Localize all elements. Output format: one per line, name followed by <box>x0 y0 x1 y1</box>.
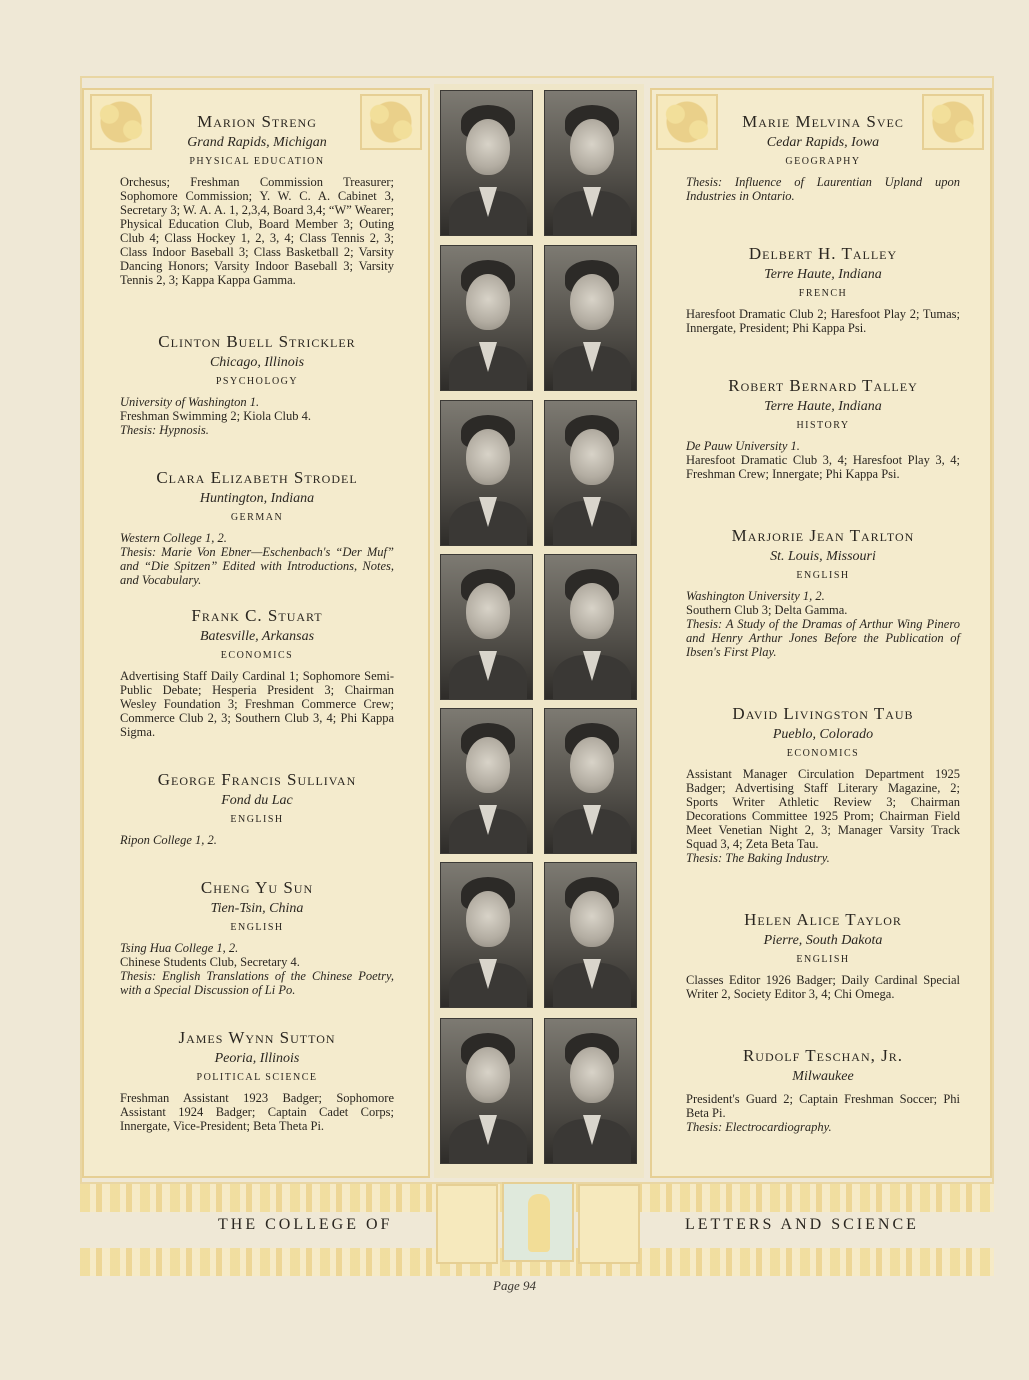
student-name: Cheng Yu Sun <box>200 878 314 897</box>
footer-title-left: THE COLLEGE OF <box>218 1216 393 1233</box>
student-department: ENGLISH <box>230 922 284 933</box>
student-department: ECONOMICS <box>786 748 860 759</box>
student-hometown: Cedar Rapids, Iowa <box>766 135 880 150</box>
student-hometown: Pierre, South Dakota <box>763 933 883 948</box>
portrait-robert-talley <box>544 400 637 546</box>
student-activities: President's Guard 2; Captain Freshman Soccer; Phi Beta Pi. <box>686 1092 960 1120</box>
portrait-delbert-talley <box>544 245 637 391</box>
student-hometown: Fond du Lac <box>221 793 293 808</box>
portrait-clinton-strickler <box>440 245 533 391</box>
student-department: ENGLISH <box>796 570 850 581</box>
student-department: ECONOMICS <box>220 650 294 661</box>
entry-marjorie-tarlton <box>686 526 960 659</box>
student-thesis: Thesis: Hypnosis. <box>120 423 209 437</box>
student-activities: Classes Editor 1926 Badger; Daily Cardinal Special Writer 2, Society Editor 3, 4; Chi Omega. <box>686 973 960 1001</box>
student-prior-college: University of Washington 1. <box>120 395 260 409</box>
student-department: PSYCHOLOGY <box>215 376 299 387</box>
student-name: Clinton Buell Strickler <box>158 332 356 351</box>
student-hometown: Milwaukee <box>792 1069 854 1084</box>
portrait-david-taub <box>544 708 637 854</box>
portrait-frank-stuart <box>440 554 533 700</box>
portrait-helen-taylor <box>544 862 637 1008</box>
entry-helen-taylor <box>686 910 960 1001</box>
entry-james-sutton <box>120 1028 394 1133</box>
student-hometown: Terre Haute, Indiana <box>764 267 882 282</box>
portrait-rudolf-teschan <box>544 1018 637 1164</box>
student-name: Clara Elizabeth Strodel <box>156 468 358 487</box>
student-name: Frank C. Stuart <box>191 606 323 625</box>
entry-delbert-talley <box>686 244 960 335</box>
student-prior-college: Washington University 1, 2. <box>686 589 825 603</box>
page-number: Page 94 <box>493 1278 536 1293</box>
student-department: ENGLISH <box>230 814 284 825</box>
student-activities: Chinese Students Club, Secretary 4. <box>120 955 300 969</box>
portrait-clara-strodel <box>440 400 533 546</box>
student-prior-college: Ripon College 1, 2. <box>120 833 217 847</box>
portrait-marjorie-tarlton <box>544 554 637 700</box>
student-activities: Haresfoot Dramatic Club 3, 4; Haresfoot Play 3, 4; Freshman Crew; Innergate; Phi Kappa Psi. <box>686 453 960 481</box>
student-hometown: Pueblo, Colorado <box>772 727 874 742</box>
student-name: James Wynn Sutton <box>178 1028 336 1047</box>
student-name: Marion Streng <box>197 112 317 131</box>
student-activities: Freshman Swimming 2; Kiola Club 4. <box>120 409 311 423</box>
student-hometown: Grand Rapids, Michigan <box>187 135 327 150</box>
entry-marie-svec <box>686 112 960 203</box>
student-department: FRENCH <box>798 288 848 299</box>
portrait-column <box>434 84 644 1178</box>
left-column <box>82 88 430 1178</box>
student-thesis: Thesis: Electrocardiography. <box>686 1120 832 1134</box>
ornament-footer-right <box>578 1184 640 1264</box>
student-department: HISTORY <box>796 420 850 431</box>
student-prior-college: Western College 1, 2. <box>120 531 227 545</box>
student-activities: Freshman Assistant 1923 Badger; Sophomore Assistant 1924 Badger; Captain Cadet Corps; Innergate, Vice-President; Beta Theta Pi. <box>120 1091 394 1133</box>
portrait-james-sutton <box>440 1018 533 1164</box>
entry-david-taub <box>686 704 960 865</box>
student-name: Marjorie Jean Tarlton <box>731 526 915 545</box>
portrait-george-sullivan <box>440 708 533 854</box>
student-thesis: Thesis: A Study of the Dramas of Arthur Wing Pinero and Henry Arthur Jones Before the Publication of Ibsen's First Play. <box>686 617 960 659</box>
entry-marion-streng <box>120 112 394 287</box>
student-hometown: Batesville, Arkansas <box>199 629 315 644</box>
entry-rudolf-teschan <box>686 1046 960 1134</box>
portrait-cheng-yu-sun <box>440 862 533 1008</box>
student-hometown: Chicago, Illinois <box>209 355 305 370</box>
entry-frank-stuart <box>120 606 394 739</box>
student-activities: Orchesus; Freshman Commission Treasurer; Sophomore Commission; Y. W. C. A. Cabinet 3, Secretary 3; W. A. A. 1, 2,3,4, Board 3,4; “W” Wearer; Physical Education Club, Board Member 3; Outing Club 4; Class Hockey 1, 2, 3, 4; Class Tennis 2, 3; Class Indoor Baseball 3; Class Basketball 2; Varsity Dancing Honors; Varsity Indoor Baseball 3; Varsity Tennis 2, 3; Kappa Kappa Gamma. <box>120 175 394 287</box>
student-hometown: Terre Haute, Indiana <box>764 399 882 414</box>
right-column <box>650 88 992 1178</box>
entry-clinton-strickler <box>120 332 394 437</box>
footer-title-right: LETTERS AND SCIENCE <box>685 1216 919 1233</box>
student-department: POLITICAL SCIENCE <box>196 1072 318 1083</box>
student-prior-college: Tsing Hua College 1, 2. <box>120 941 239 955</box>
portrait-marie-svec <box>544 90 637 236</box>
student-hometown: Tien-Tsin, China <box>210 901 304 916</box>
statue-medallion <box>502 1182 574 1262</box>
student-name: Helen Alice Taylor <box>744 910 902 929</box>
entry-clara-strodel <box>120 468 394 587</box>
student-department: ENGLISH <box>796 954 850 965</box>
student-activities: Haresfoot Dramatic Club 2; Haresfoot Play 2; Tumas; Innergate, President; Phi Kappa Psi. <box>686 307 960 335</box>
entry-cheng-yu-sun <box>120 878 394 997</box>
student-hometown: Peoria, Illinois <box>214 1051 300 1066</box>
portrait-marion-streng <box>440 90 533 236</box>
entry-robert-talley <box>686 376 960 481</box>
student-department: GERMAN <box>230 512 284 523</box>
student-thesis: Thesis: English Translations of the Chinese Poetry, with a Special Discussion of Li Po. <box>120 969 394 997</box>
student-prior-college: De Pauw University 1. <box>686 439 800 453</box>
student-thesis: Thesis: Marie Von Ebner—Eschenbach's “Der Muf” and “Die Spitzen” Edited with Introductions, Notes, and Vocabulary. <box>120 545 394 587</box>
ornament-footer-left <box>436 1184 498 1264</box>
student-name: Rudolf Teschan, Jr. <box>742 1046 904 1065</box>
student-thesis: Thesis: The Baking Industry. <box>686 851 830 865</box>
entry-george-sullivan <box>120 770 394 847</box>
student-department: PHYSICAL EDUCATION <box>189 156 325 167</box>
student-name: Robert Bernard Talley <box>728 376 918 395</box>
student-name: Marie Melvina Svec <box>742 112 904 131</box>
student-name: Delbert H. Talley <box>748 244 898 263</box>
student-activities: Advertising Staff Daily Cardinal 1; Sophomore Semi-Public Debate; Hesperia President 3; Chairman Wesley Foundation 3; Freshman Commerce Crew; Commerce Club 2, 3; Southern Club 3, 4; Phi Kappa Sigma. <box>120 669 394 739</box>
student-department: GEOGRAPHY <box>785 156 861 167</box>
student-activities: Southern Club 3; Delta Gamma. <box>686 603 848 617</box>
student-name: David Livingston Taub <box>732 704 914 723</box>
student-hometown: St. Louis, Missouri <box>770 549 876 564</box>
student-name: George Francis Sullivan <box>157 770 357 789</box>
student-thesis: Thesis: Influence of Laurentian Upland upon Industries in Ontario. <box>686 175 960 203</box>
student-activities: Assistant Manager Circulation Department 1925 Badger; Advertising Staff Literary Magazine, 2; Sports Writer Athletic Review 3; Chairman Decorations Committee 1925 Prom; Chairman Field Meet Venetian Night 2, 3; Manager Varsity Track Squad 3, 4; Zeta Beta Tau. <box>686 767 960 851</box>
student-hometown: Huntington, Indiana <box>199 491 315 506</box>
